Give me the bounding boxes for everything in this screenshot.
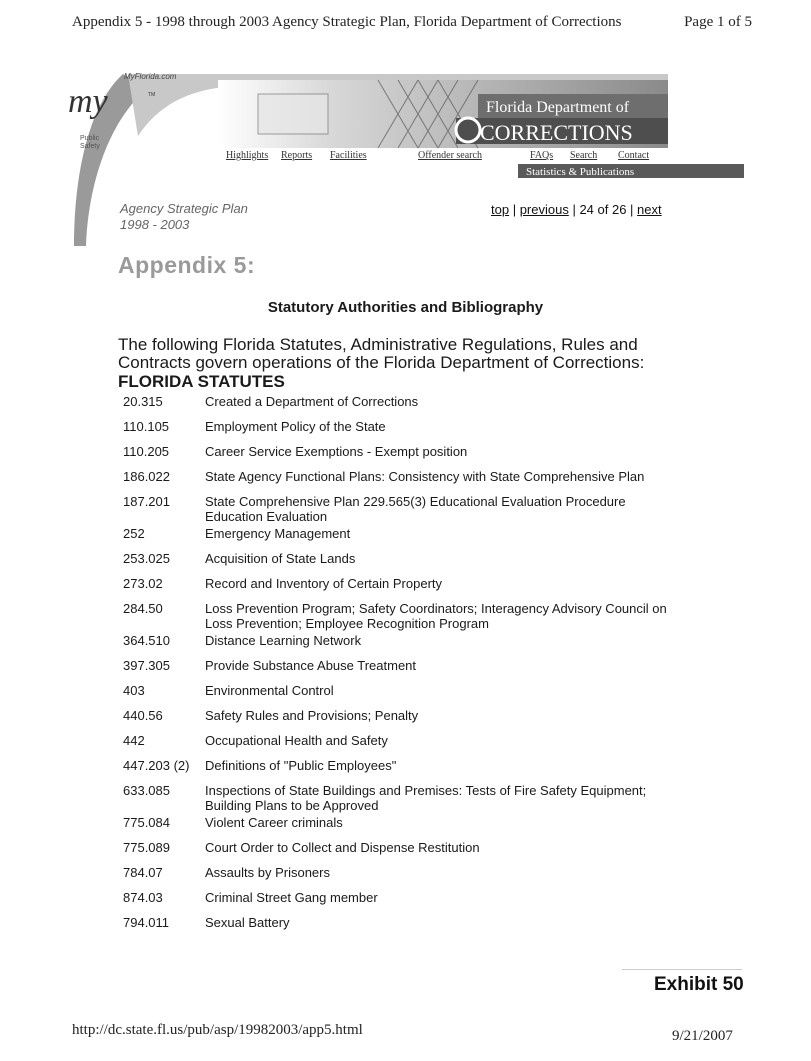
- statute-row: [120, 551, 680, 576]
- statute-number: 440.56: [123, 708, 163, 723]
- statute-number: 186.022: [123, 469, 170, 484]
- statute-row: [120, 419, 680, 444]
- statute-row: [120, 494, 680, 526]
- statute-row: [120, 840, 680, 865]
- statute-description: Safety Rules and Provisions; Penalty: [205, 708, 419, 723]
- statute-description: Emergency Management: [205, 526, 351, 541]
- statute-description: State Comprehensive Plan 229.565(3) Educational Evaluation Procedure Education Evaluation: [205, 494, 626, 524]
- menu-facilities[interactable]: Facilities: [330, 150, 367, 161]
- statute-row: [120, 865, 680, 890]
- statute-row: [120, 576, 680, 601]
- statute-description: Provide Substance Abuse Treatment: [205, 658, 417, 673]
- statute-number: 447.203 (2): [123, 758, 190, 773]
- statute-row: [120, 469, 680, 494]
- statute-row: [120, 683, 680, 708]
- statute-description: Court Order to Collect and Dispense Restitution: [205, 840, 480, 855]
- menu-statistics-publications[interactable]: Statistics & Publications: [526, 166, 635, 178]
- statute-row: [120, 394, 680, 419]
- print-page-number: Page 1 of 5: [684, 14, 752, 30]
- banner-menu: [226, 150, 649, 161]
- statute-description: State Agency Functional Plans: Consistency with State Comprehensive Plan: [205, 469, 645, 484]
- nav-position: 24 of 26: [579, 202, 627, 217]
- statute-row: [120, 526, 680, 551]
- statute-description: Loss Prevention Program; Safety Coordinators; Interagency Advisory Council on Loss Prevention; Employee Recognition Program: [205, 601, 667, 631]
- print-header-title: Appendix 5 - 1998 through 2003 Agency Strategic Plan, Florida Department of Corrections: [72, 14, 622, 30]
- statute-row: [120, 444, 680, 469]
- statute-number: 253.025: [123, 551, 170, 566]
- agency-plan-line-2: 1998 - 2003: [120, 217, 190, 232]
- menu-offender-search[interactable]: Offender search: [418, 150, 482, 161]
- nav-top-link[interactable]: top: [491, 202, 510, 217]
- statute-number: 874.03: [123, 890, 163, 905]
- statute-row: [120, 815, 680, 840]
- public-safety-line-1: Public: [80, 135, 100, 142]
- statute-number: 633.085: [123, 783, 170, 798]
- myflorida-url: MyFlorida.com: [124, 72, 177, 81]
- trademark: TM: [148, 92, 156, 98]
- section-title: Statutory Authorities and Bibliography: [267, 299, 544, 316]
- exhibit-label: Exhibit 50: [654, 974, 744, 995]
- statute-number: 403: [123, 683, 145, 698]
- menu-highlights[interactable]: Highlights: [226, 150, 269, 161]
- statute-number: 775.089: [123, 840, 170, 855]
- statute-number: 284.50: [123, 601, 163, 616]
- statute-number: 397.305: [123, 658, 170, 673]
- statutes-heading: FLORIDA STATUTES: [118, 372, 285, 391]
- agency-plan-line-1: Agency Strategic Plan: [120, 201, 248, 216]
- statute-description: Created a Department of Corrections: [205, 394, 419, 409]
- statute-description: Assaults by Prisoners: [205, 865, 330, 880]
- statute-number: 794.011: [123, 915, 170, 930]
- statute-row: [120, 915, 680, 940]
- statute-description: Distance Learning Network: [205, 633, 362, 648]
- page-navigation: top | previous | 24 of 26 | next: [491, 202, 662, 217]
- statute-description: Criminal Street Gang member: [205, 890, 378, 905]
- statute-number: 442: [123, 733, 145, 748]
- statute-number: 273.02: [123, 576, 163, 591]
- statute-row: [120, 633, 680, 658]
- statute-number: 110.105: [123, 419, 170, 434]
- print-header: [72, 14, 752, 31]
- public-safety-line-2: Safety: [80, 143, 100, 150]
- nav-next-link[interactable]: next: [637, 202, 662, 217]
- intro-paragraph: The following Florida Statutes, Administrative Regulations, Rules and Contracts govern operations of the Florida Department of Corrections:: [118, 335, 645, 372]
- statute-description: Environmental Control: [205, 683, 334, 698]
- statute-row: [120, 708, 680, 733]
- statute-number: 110.205: [123, 444, 170, 459]
- statute-description: Acquisition of State Lands: [205, 551, 356, 566]
- exhibit-divider: [622, 969, 742, 970]
- menu-reports[interactable]: Reports: [281, 150, 313, 161]
- statute-number: 187.201: [123, 494, 170, 509]
- dept-line-2: CORRECTIONS: [480, 120, 633, 145]
- statute-row: [120, 758, 680, 783]
- footer-url: http://dc.state.fl.us/pub/asp/19982003/app5.html: [72, 1022, 363, 1038]
- menu-search[interactable]: Search: [570, 150, 598, 161]
- statute-row: [120, 601, 680, 633]
- dept-line-1: Florida Department of: [486, 99, 630, 116]
- statute-number: 784.07: [123, 865, 163, 880]
- statute-number: 775.084: [123, 815, 170, 830]
- statute-description: Career Service Exemptions - Exempt position: [205, 444, 468, 459]
- statutes-table: [120, 394, 680, 940]
- statute-description: Employment Policy of the State: [205, 419, 386, 434]
- statute-row: [120, 890, 680, 915]
- statute-description: Occupational Health and Safety: [205, 733, 388, 748]
- statute-number: 364.510: [123, 633, 170, 648]
- agency-plan-label: [120, 201, 248, 233]
- appendix-title: Appendix 5:: [118, 252, 256, 278]
- footer-date: 9/21/2007: [672, 1028, 733, 1044]
- menu-faqs[interactable]: FAQs: [530, 150, 554, 161]
- statute-description: Record and Inventory of Certain Property: [205, 576, 443, 591]
- statute-description: Violent Career criminals: [205, 815, 343, 830]
- statute-description: Sexual Battery: [205, 915, 290, 930]
- statute-number: 20.315: [123, 394, 163, 409]
- myflorida-logo: my: [68, 83, 108, 120]
- statute-number: 252: [123, 526, 145, 541]
- nav-previous-link[interactable]: previous: [519, 202, 569, 217]
- statute-description: Definitions of "Public Employees": [205, 758, 397, 773]
- statute-row: [120, 733, 680, 758]
- menu-contact[interactable]: Contact: [618, 150, 650, 161]
- statute-description: Inspections of State Buildings and Premises: Tests of Fire Safety Equipment; Building Plans to be Approved: [205, 783, 647, 813]
- statute-row: [120, 783, 680, 815]
- statute-row: [120, 658, 680, 683]
